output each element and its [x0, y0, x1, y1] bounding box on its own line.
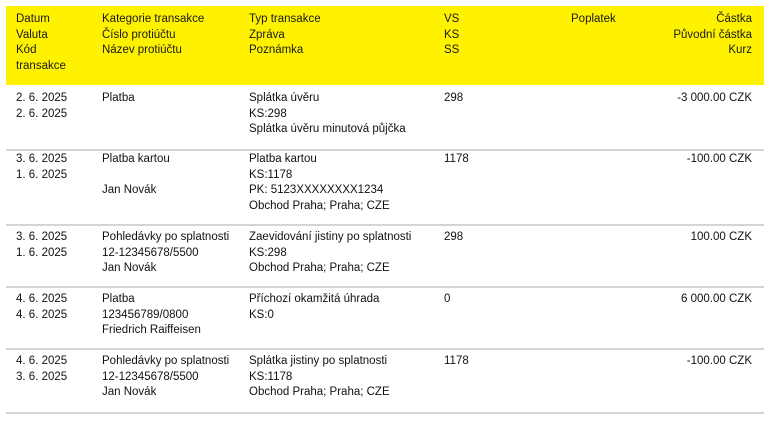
- header-label: Kód: [16, 44, 37, 56]
- cell-text: Jan Novák: [102, 262, 157, 274]
- cell-text: 1. 6. 2025: [16, 246, 68, 259]
- cell-text: 298: [444, 92, 464, 104]
- cell-text: 1. 6. 2025: [16, 168, 68, 181]
- cell-text: Pohledávky po splatnosti: [102, 355, 230, 367]
- row-symbols: [444, 91, 463, 107]
- cell-text: KS:0: [249, 308, 274, 321]
- row-dates: [16, 152, 67, 183]
- row-dates: [16, 230, 67, 261]
- cell-text: 1178: [444, 153, 469, 165]
- cell-text: 3. 6. 2025: [16, 231, 68, 243]
- cell-text: Splátka úvěru: [249, 92, 320, 104]
- row-category: [102, 152, 170, 199]
- header-label: Datum: [16, 13, 50, 25]
- header-amount-column: [673, 12, 752, 59]
- header-label: Původní částka: [673, 28, 752, 41]
- cell-text: PK: 5123XXXXXXXX1234: [249, 184, 384, 196]
- row-amount: -3 000.00 CZK: [677, 92, 752, 104]
- cell-text: [102, 168, 170, 184]
- cell-text: Splátka úvěru minutová půjčka: [249, 123, 406, 135]
- row-type: [249, 152, 390, 214]
- cell-text: 12-12345678/5500: [102, 246, 199, 259]
- header-label: Zpráva: [249, 28, 285, 41]
- header-label: transakce: [16, 59, 66, 72]
- cell-text: Zaevidování jistiny po splatnosti: [249, 231, 412, 243]
- header-label: Typ transakce: [249, 13, 321, 25]
- header-label: Částka: [716, 13, 752, 25]
- header-label: Kategorie transakce: [102, 13, 205, 25]
- header-label: Valuta: [16, 28, 48, 41]
- cell-text: KS:1178: [249, 168, 293, 181]
- row-symbols: [444, 292, 450, 308]
- row-category: [102, 230, 229, 277]
- row-dates: [16, 354, 67, 385]
- row-category: [102, 292, 201, 339]
- header-label: SS: [444, 44, 460, 56]
- cell-text: Friedrich Raiffeisen: [102, 324, 201, 336]
- row-amount: 6 000.00 CZK: [681, 293, 752, 305]
- cell-text: Splátka jistiny po splatnosti: [249, 355, 388, 367]
- cell-text: Obchod Praha; Praha; CZE: [249, 262, 390, 274]
- row-type: [249, 230, 411, 277]
- cell-text: Jan Novák: [102, 386, 157, 398]
- cell-text: 1178: [444, 355, 469, 367]
- header-symbol-column: [444, 12, 459, 59]
- row-divider: [6, 286, 764, 288]
- cell-text: Obchod Praha; Praha; CZE: [249, 199, 390, 212]
- cell-text: 4. 6. 2025: [16, 355, 68, 367]
- row-dates: [16, 292, 67, 323]
- row-divider: [6, 348, 764, 350]
- header-label: Číslo protiúčtu: [102, 28, 176, 41]
- row-divider: [6, 224, 764, 226]
- row-divider: [6, 149, 764, 151]
- cell-text: Příchozí okamžitá úhrada: [249, 293, 380, 305]
- row-type: [249, 354, 390, 401]
- row-amount: 100.00 CZK: [690, 231, 752, 243]
- cell-text: Platba: [102, 92, 135, 104]
- cell-text: 2. 6. 2025: [16, 107, 68, 120]
- row-amount: -100.00 CZK: [686, 355, 752, 367]
- header-fee-column: [571, 12, 616, 28]
- cell-text: Platba kartou: [102, 153, 170, 165]
- header-label: VS: [444, 13, 460, 25]
- row-symbols: [444, 152, 469, 168]
- cell-text: 3. 6. 2025: [16, 370, 68, 383]
- header-label: Poznámka: [249, 44, 304, 56]
- header-label: Poplatek: [571, 13, 616, 25]
- cell-text: 0: [444, 293, 451, 305]
- cell-text: Obchod Praha; Praha; CZE: [249, 386, 390, 398]
- row-category: [102, 354, 229, 401]
- row-divider: [6, 412, 764, 414]
- cell-text: KS:298: [249, 107, 287, 120]
- header-label: Kurz: [728, 44, 752, 56]
- row-amount: -100.00 CZK: [686, 153, 752, 165]
- header-label: KS: [444, 28, 460, 41]
- cell-text: 298: [444, 231, 464, 243]
- row-type: [249, 91, 406, 138]
- cell-text: 4. 6. 2025: [16, 308, 68, 321]
- cell-text: 12-12345678/5500: [102, 370, 199, 383]
- row-symbols: [444, 354, 469, 370]
- header-type-column: [249, 12, 321, 59]
- cell-text: 3. 6. 2025: [16, 153, 68, 165]
- cell-text: 123456789/0800: [102, 308, 189, 321]
- header-date-column: [16, 12, 66, 74]
- cell-text: KS:1178: [249, 370, 293, 383]
- row-symbols: [444, 230, 463, 246]
- cell-text: Pohledávky po splatnosti: [102, 231, 230, 243]
- row-category: [102, 91, 135, 107]
- cell-text: 2. 6. 2025: [16, 92, 68, 104]
- header-category-column: [102, 12, 204, 59]
- cell-text: KS:298: [249, 246, 287, 259]
- cell-text: 4. 6. 2025: [16, 293, 68, 305]
- cell-text: Platba kartou: [249, 153, 317, 165]
- header-label: Název protiúčtu: [102, 44, 182, 56]
- cell-text: Jan Novák: [102, 184, 157, 196]
- cell-text: Platba: [102, 293, 135, 305]
- row-type: [249, 292, 379, 323]
- row-dates: [16, 91, 67, 122]
